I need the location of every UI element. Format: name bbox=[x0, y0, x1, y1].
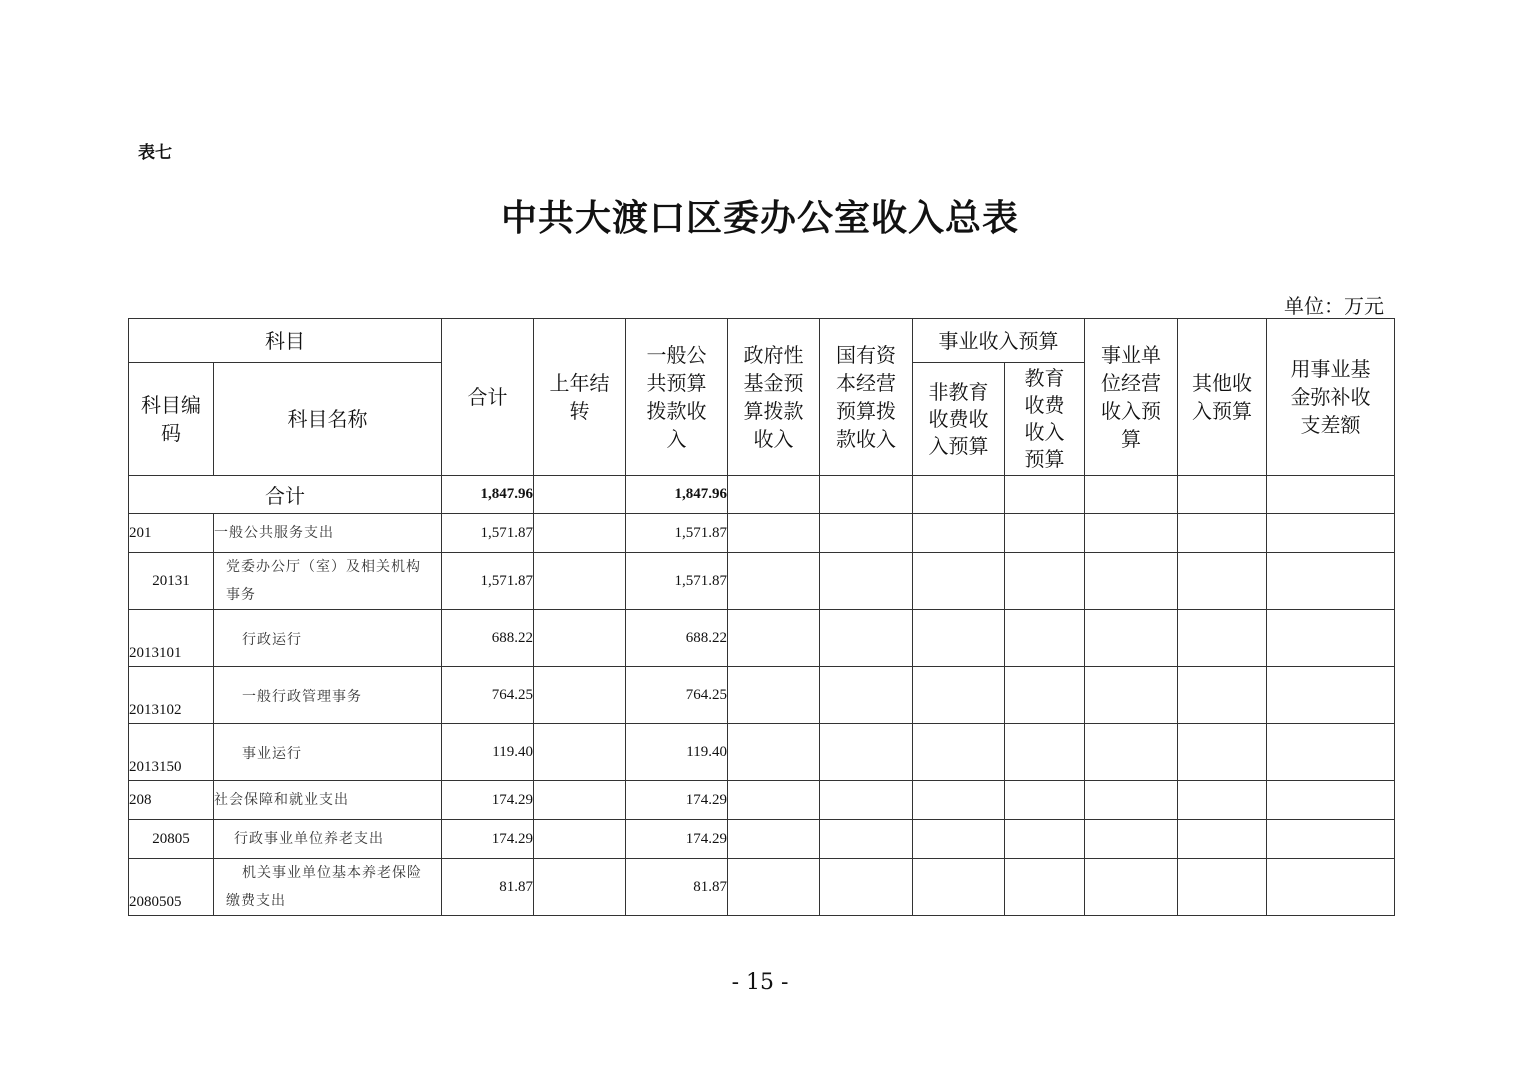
empty-cell bbox=[728, 610, 820, 667]
empty-cell bbox=[820, 476, 913, 514]
empty-cell bbox=[913, 476, 1005, 514]
header-prior-carryover bbox=[534, 319, 626, 476]
empty-cell bbox=[534, 667, 626, 724]
row-general-budget: 1,571.87 bbox=[626, 514, 728, 553]
table-row bbox=[129, 781, 1395, 820]
row-general-budget: 174.29 bbox=[626, 820, 728, 859]
row-total: 174.29 bbox=[442, 781, 534, 820]
row-general-budget: 119.40 bbox=[626, 724, 728, 781]
header-other-income-text: 其他收入预算 bbox=[1192, 371, 1252, 423]
header-other-income bbox=[1178, 319, 1267, 476]
row-general-budget: 174.29 bbox=[626, 781, 728, 820]
empty-cell bbox=[728, 859, 820, 916]
empty-cell bbox=[728, 514, 820, 553]
empty-cell bbox=[1178, 610, 1267, 667]
empty-cell bbox=[913, 610, 1005, 667]
empty-cell bbox=[1267, 610, 1395, 667]
empty-cell bbox=[1267, 476, 1395, 514]
empty-cell bbox=[1085, 820, 1178, 859]
header-edu-fee-text: 教育收费收入预算 bbox=[1024, 366, 1065, 471]
table-row bbox=[129, 820, 1395, 859]
income-summary-table bbox=[128, 318, 1395, 916]
empty-cell bbox=[820, 859, 913, 916]
empty-cell bbox=[820, 553, 913, 610]
row-general-budget: 1,571.87 bbox=[626, 553, 728, 610]
table-row bbox=[129, 610, 1395, 667]
empty-cell bbox=[728, 781, 820, 820]
row-total: 174.29 bbox=[442, 820, 534, 859]
header-public-institution-business bbox=[1085, 319, 1178, 476]
empty-cell bbox=[1085, 724, 1178, 781]
empty-cell bbox=[534, 820, 626, 859]
row-general-budget: 764.25 bbox=[626, 667, 728, 724]
empty-cell bbox=[820, 514, 913, 553]
table-row bbox=[129, 514, 1395, 553]
empty-cell bbox=[1005, 610, 1085, 667]
empty-cell bbox=[534, 553, 626, 610]
unit-label: 单位：万元 bbox=[1284, 294, 1384, 318]
header-total: 合计 bbox=[442, 319, 534, 476]
empty-cell bbox=[534, 724, 626, 781]
empty-cell bbox=[1178, 553, 1267, 610]
empty-cell bbox=[913, 820, 1005, 859]
row-general-budget: 81.87 bbox=[626, 859, 728, 916]
header-gov-fund-text: 政府性基金预算拨款收入 bbox=[743, 343, 804, 451]
empty-cell bbox=[913, 724, 1005, 781]
row-name: 一般行政管理事务 bbox=[214, 667, 442, 724]
header-fund-offset bbox=[1267, 319, 1395, 476]
empty-cell bbox=[913, 667, 1005, 724]
empty-cell bbox=[1178, 476, 1267, 514]
total-general-budget: 1,847.96 bbox=[626, 476, 728, 514]
empty-cell bbox=[913, 514, 1005, 553]
header-gov-fund bbox=[728, 319, 820, 476]
empty-cell bbox=[1267, 667, 1395, 724]
row-code: 208 bbox=[129, 781, 214, 820]
empty-cell bbox=[820, 724, 913, 781]
row-name: 一般公共服务支出 bbox=[214, 514, 442, 553]
empty-cell bbox=[1267, 820, 1395, 859]
row-total: 1,571.87 bbox=[442, 514, 534, 553]
row-code: 20131 bbox=[129, 553, 214, 610]
total-total: 1,847.96 bbox=[442, 476, 534, 514]
row-total: 764.25 bbox=[442, 667, 534, 724]
empty-cell bbox=[534, 610, 626, 667]
empty-cell bbox=[1005, 859, 1085, 916]
header-state-capital bbox=[820, 319, 913, 476]
header-fund-offset-text: 用事业基金弥补收支差额 bbox=[1290, 357, 1371, 437]
header-general-budget bbox=[626, 319, 728, 476]
empty-cell bbox=[728, 667, 820, 724]
empty-cell bbox=[820, 667, 913, 724]
header-public-institution-income: 事业收入预算 bbox=[913, 319, 1085, 363]
empty-cell bbox=[1085, 667, 1178, 724]
row-name: 事业运行 bbox=[214, 724, 442, 781]
row-total: 688.22 bbox=[442, 610, 534, 667]
row-name bbox=[214, 553, 442, 610]
row-code: 2013150 bbox=[129, 724, 214, 781]
empty-cell bbox=[1085, 610, 1178, 667]
empty-cell bbox=[1085, 781, 1178, 820]
empty-cell bbox=[1085, 859, 1178, 916]
header-subject-name: 科目名称 bbox=[214, 363, 442, 476]
row-name-text: 机关事业单位基本养老保险缴费支出 bbox=[226, 865, 422, 909]
row-total: 119.40 bbox=[442, 724, 534, 781]
row-name-text: 党委办公厅（室）及相关机构事务 bbox=[226, 559, 421, 603]
empty-cell bbox=[534, 476, 626, 514]
row-code: 2013101 bbox=[129, 610, 214, 667]
empty-cell bbox=[1005, 553, 1085, 610]
empty-cell bbox=[1005, 781, 1085, 820]
empty-cell bbox=[1085, 514, 1178, 553]
table-row bbox=[129, 724, 1395, 781]
empty-cell bbox=[913, 859, 1005, 916]
header-edu-fee bbox=[1005, 363, 1085, 476]
table-row bbox=[129, 859, 1395, 916]
empty-cell bbox=[1005, 724, 1085, 781]
table-row bbox=[129, 553, 1395, 610]
row-total: 1,571.87 bbox=[442, 553, 534, 610]
empty-cell bbox=[534, 781, 626, 820]
empty-cell bbox=[534, 859, 626, 916]
header-subject: 科目 bbox=[129, 319, 442, 363]
empty-cell bbox=[728, 476, 820, 514]
empty-cell bbox=[1267, 859, 1395, 916]
total-label: 合计 bbox=[129, 476, 442, 514]
empty-cell bbox=[1178, 667, 1267, 724]
header-subject-code bbox=[129, 363, 214, 476]
header-non-edu-fee-text: 非教育收费收入预算 bbox=[928, 379, 989, 458]
empty-cell bbox=[1267, 781, 1395, 820]
empty-cell bbox=[1178, 781, 1267, 820]
empty-cell bbox=[1178, 859, 1267, 916]
empty-cell bbox=[1005, 667, 1085, 724]
table-row-total bbox=[129, 476, 1395, 514]
empty-cell bbox=[1267, 553, 1395, 610]
header-public-institution-business-text: 事业单位经营收入预算 bbox=[1101, 343, 1161, 451]
table-label: 表七 bbox=[138, 143, 172, 163]
empty-cell bbox=[728, 553, 820, 610]
header-subject-code-text: 科目编码 bbox=[141, 393, 201, 445]
row-name: 行政事业单位养老支出 bbox=[214, 820, 442, 859]
row-total: 81.87 bbox=[442, 859, 534, 916]
row-name: 行政运行 bbox=[214, 610, 442, 667]
empty-cell bbox=[1005, 820, 1085, 859]
empty-cell bbox=[728, 724, 820, 781]
empty-cell bbox=[820, 610, 913, 667]
empty-cell bbox=[1178, 820, 1267, 859]
empty-cell bbox=[913, 553, 1005, 610]
empty-cell bbox=[1178, 514, 1267, 553]
header-prior-carryover-text: 上年结转 bbox=[549, 371, 610, 423]
header-non-edu-fee bbox=[913, 363, 1005, 476]
page-title: 中共大渡口区委办公室收入总表 bbox=[500, 197, 1019, 239]
header-state-capital-text: 国有资本经营预算拨款收入 bbox=[836, 343, 896, 451]
header-general-budget-text: 一般公共预算拨款收入 bbox=[646, 343, 707, 451]
empty-cell bbox=[1005, 476, 1085, 514]
row-code: 201 bbox=[129, 514, 214, 553]
page-number: - 15 - bbox=[731, 970, 789, 995]
empty-cell bbox=[1005, 514, 1085, 553]
row-code: 20805 bbox=[129, 820, 214, 859]
row-code: 2013102 bbox=[129, 667, 214, 724]
empty-cell bbox=[1085, 476, 1178, 514]
row-name bbox=[214, 859, 442, 916]
empty-cell bbox=[1267, 724, 1395, 781]
row-name: 社会保障和就业支出 bbox=[214, 781, 442, 820]
empty-cell bbox=[534, 514, 626, 553]
empty-cell bbox=[820, 781, 913, 820]
empty-cell bbox=[1085, 553, 1178, 610]
empty-cell bbox=[728, 820, 820, 859]
row-general-budget: 688.22 bbox=[626, 610, 728, 667]
row-code: 2080505 bbox=[129, 859, 214, 916]
table-row bbox=[129, 667, 1395, 724]
empty-cell bbox=[820, 820, 913, 859]
empty-cell bbox=[1267, 514, 1395, 553]
empty-cell bbox=[913, 781, 1005, 820]
empty-cell bbox=[1178, 724, 1267, 781]
